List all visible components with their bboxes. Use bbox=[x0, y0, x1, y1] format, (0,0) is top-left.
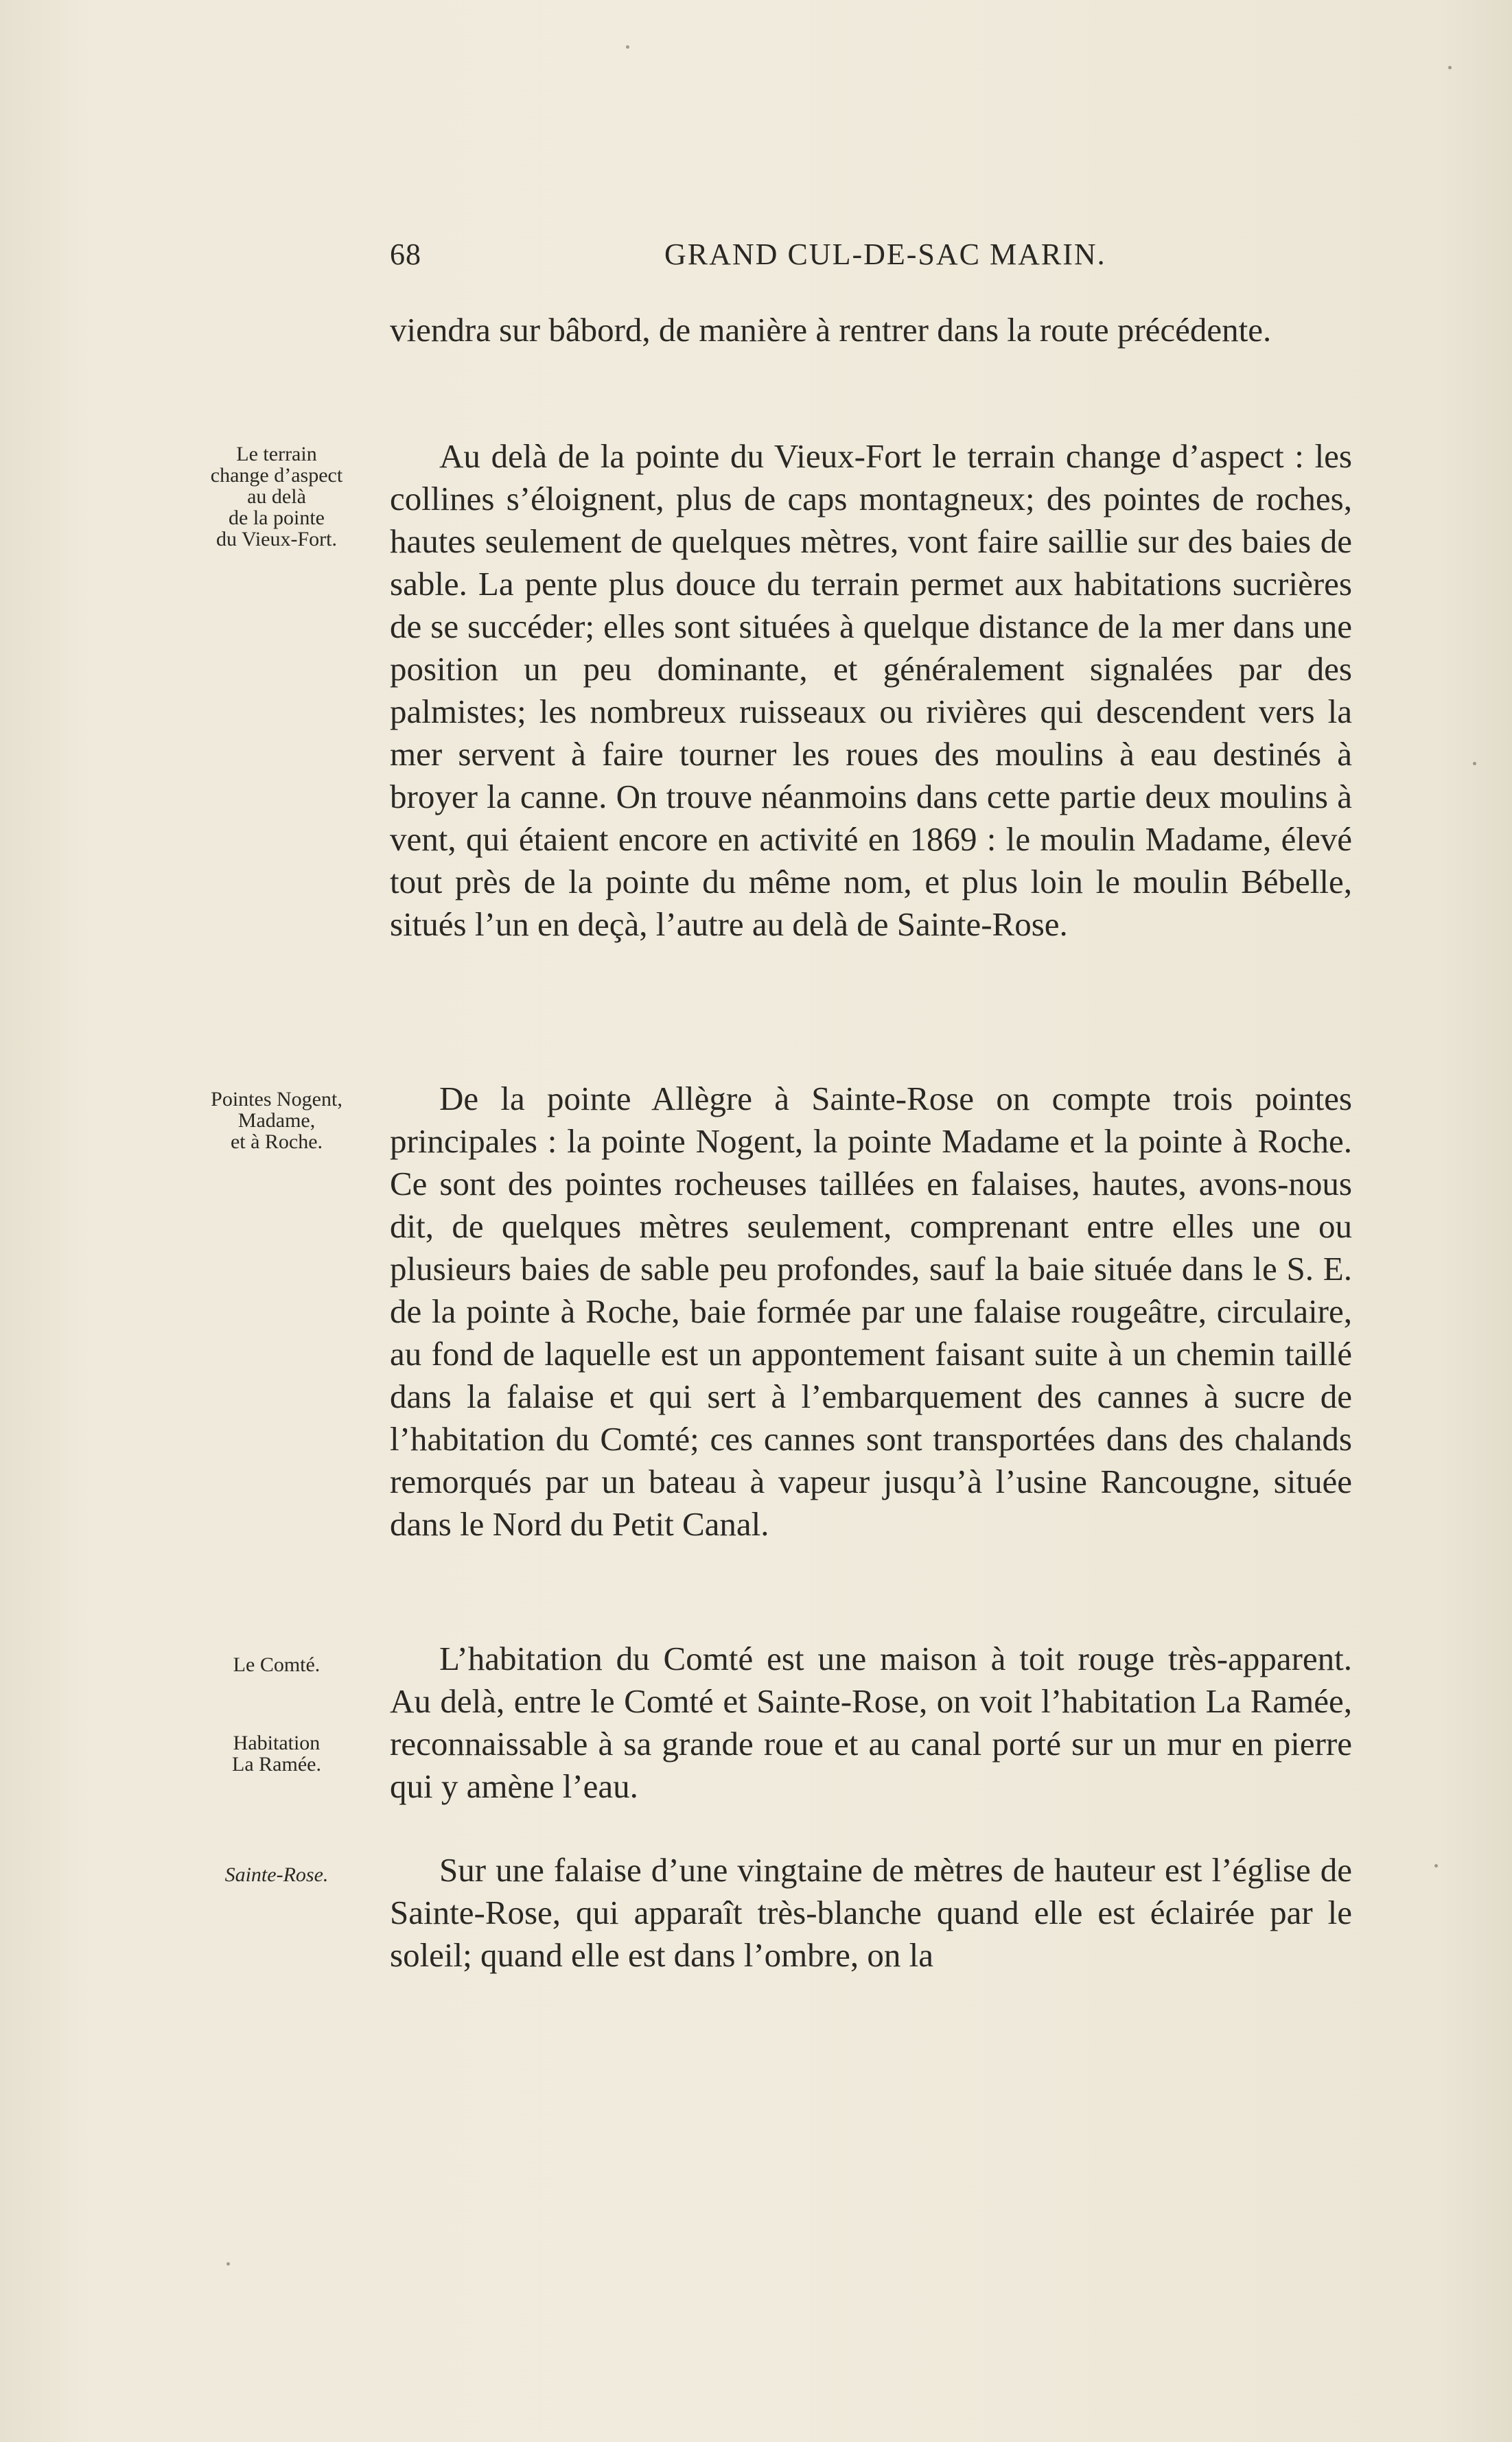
margin-note-sainte-rose bbox=[184, 1864, 369, 1885]
margin-note-line: Habitation bbox=[233, 1732, 321, 1754]
paragraph-sainte-rose: Sur une falaise d’une vingtaine de mètres de hauteur est l’église de Sainte-Rose, qui apparaît très-blanche quand elle est éclairée par le soleil; quand elle est dans l’ombre, on la bbox=[390, 1851, 1352, 1974]
paragraph-continuation: viendra sur bâbord, de manière à rentrer dans la route précédente. bbox=[390, 311, 1272, 349]
margin-note-line: La Ramée. bbox=[232, 1753, 321, 1776]
paragraph-pointes: De la pointe Allègre à Sainte-Rose on compte trois pointes principales : la pointe Nogent, la pointe Madame et la pointe à Roche. Ce sont des pointes rocheuses taillées en falaises, hautes, avons-nous dit, de quelques mètres seulement, comprenant entre elles une ou plusieurs baies de sable peu profondes, sauf la baie située dans le S. E. de la pointe à Roche, baie formée par une falaise rougeâtre, circulaire, au fond de laquelle est un appontement faisant suite à un chemin taillé dans la falaise et qui sert à l’embarquement des cannes à sucre de l’habitation du Comté; ces cannes sont transportées dans des chalands remorqués par un bateau à vapeur jusqu’à l’usine Rancougne, située dans le Nord du Petit Canal. bbox=[390, 1080, 1352, 1543]
margin-note-comte bbox=[184, 1654, 369, 1675]
margin-note-line: Madame, bbox=[237, 1109, 316, 1132]
paper-speck bbox=[626, 45, 629, 49]
paragraph-vieux-fort: Au delà de la pointe du Vieux-Fort le terrain change d’aspect : les collines s’éloignent, plus de caps montagneux; des pointes de roches, hautes seulement de quelques mètres, vont faire saillie sur des baies de sable. La pente plus douce du terrain permet aux habitations sucrières de se succéder; elles sont situées à quelque distance de la mer dans une position un peu dominante, et généralement signalées par des palmistes; les nombreux ruisseaux ou rivières qui descendent vers la mer servent à faire tourner les roues des moulins à eau destinés à broyer la canne. On trouve néanmoins dans cette partie deux moulins à vent, qui étaient encore en activité en 1869 : le moulin Madame, élevé tout près de la pointe du même nom, et plus loin le moulin Bébelle, situés l’un en deçà, l’autre au delà de Sainte-Rose. bbox=[390, 437, 1352, 943]
paragraph-comte: L’habitation du Comté est une maison à toit rouge très-apparent. Au delà, entre le Comté et Sainte-Rose, on voit l’habitation La Ramée, reconnaissable à sa grande roue et au canal porté sur un mur en pierre qui y amène l’eau. bbox=[390, 1640, 1352, 1805]
margin-note-line: et à Roche. bbox=[230, 1130, 323, 1153]
margin-note-la-ramee bbox=[184, 1732, 369, 1775]
page-header bbox=[390, 237, 1351, 278]
page-number: 68 bbox=[390, 237, 421, 271]
margin-note-line: de la pointe bbox=[229, 507, 325, 529]
running-title: GRAND CUL-DE-SAC MARIN. bbox=[664, 237, 1106, 271]
paper-speck bbox=[1473, 762, 1476, 765]
margin-note-line: Sainte-Rose. bbox=[224, 1863, 329, 1886]
margin-note-line: Pointes Nogent, bbox=[211, 1088, 342, 1110]
margin-note-terrain bbox=[184, 443, 369, 550]
margin-note-line: Le terrain bbox=[236, 443, 317, 465]
margin-note-line: au delà bbox=[247, 485, 306, 508]
paper-speck bbox=[226, 2262, 230, 2266]
paper-speck bbox=[1434, 1864, 1438, 1868]
margin-note-pointes bbox=[184, 1089, 369, 1152]
paper-speck bbox=[1448, 66, 1452, 69]
margin-note-line: change d’aspect bbox=[210, 464, 343, 487]
margin-note-line: Le Comté. bbox=[233, 1653, 321, 1676]
margin-note-line: du Vieux-Fort. bbox=[216, 528, 337, 550]
